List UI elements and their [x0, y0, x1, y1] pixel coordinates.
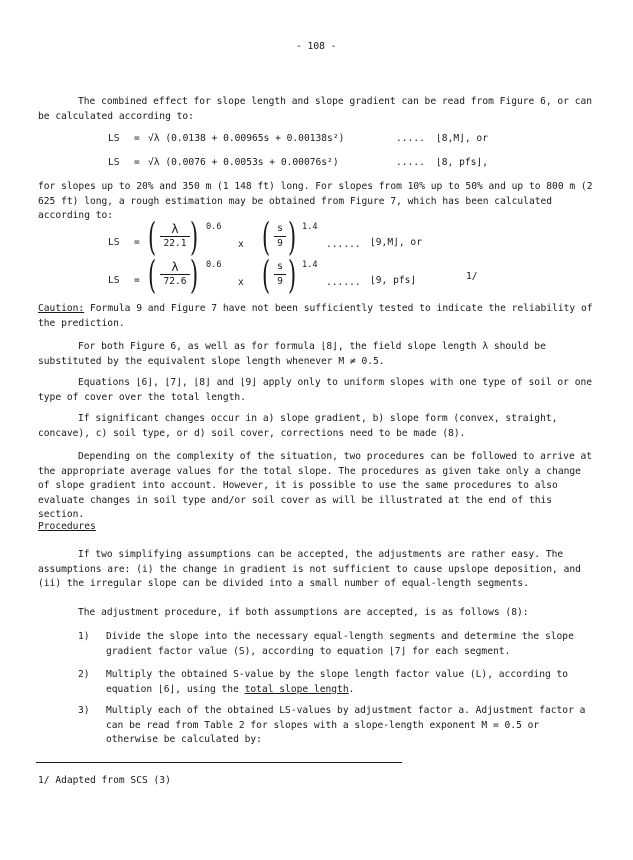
footnote-marker: 1/ [466, 271, 478, 282]
caution-label: Caution: [38, 303, 85, 314]
adjustment-paragraph: The adjustment procedure, if both assumptions are accepted, is as follows (8): [78, 607, 529, 618]
equations-paragraph: Equations ⌊6⌋, ⌊7⌋, ⌊8⌋ and ⌊9⌋ apply only to uniform slopes with one type of soil or one type of cover over the total length. [38, 377, 593, 403]
slopes-paragraph: for slopes up to 20% and 350 m (1 148 ft) long. For slopes from 10% up to 50% and up to 800 m (2 625 ft) long, a rough estimation may be obtained from Figure 7, which has been calculated according to: [38, 181, 593, 221]
complexity-paragraph: Depending on the complexity of the situation, two procedures can be followed to arrive at the appropriate average values for the total slope. The procedures as given take only a change of slope gradient into account. However, it is possible to use the same procedures to also evaluate changes in soil type and/or soil cover as will be illustrated at the end of this section. [38, 451, 593, 520]
document-page: - 108 - The combined effect for slope length and slope gradient can be read from Figure 6, or can be calculated according to: LS = √λ (0.0138 + 0.00965s + 0.00138s²) ..... ⌊8,M⌋, or LS = √λ (0.0076 + 0.0053s + 0.00076s²) ..... ⌊8, pfs⌋, for slopes up to 20% and 350 m (1 148 ft) long. For slopes from 10% up to 50% and up to 800 m (2 625 ft) long, a rough estimation may be obtained from Figure 7, which has been calculated according to: LS = ( λ 22.1 ) 0.6 x ( $\frac{s}{9}$ ) 1.4 ...... ⌊9,M⌋, or LS = ( λ 72.6 ) 0.6 x ( $\frac{s}{9}$ ) 1.4 ...... ⌊9, pfs⌋ 1/ Caution: Formula 9 and Figure 7 have not been sufficiently tested to indicate the reliability of the prediction. For both Figure 6, as well as for formula ⌊8⌋, the field slope length λ should be substituted by the equivalent slope length whenever M ≠ 0.5. Equations ⌊6⌋, ⌊7⌋, ⌊8⌋ and ⌊9⌋ apply only to uniform slopes with one type of soil or one type of cover over the total length. If significant changes occur in a) slope gradient, b) slope form (convex, straight, concave), c) soil type, or d) soil cover, corrections need to be made (8). Depending on the complexity of the situation, two procedures can be followed to arrive at the appropriate average values for the total slope. The procedures as given take only a change of slope gradient into account. However, it is possible to use the same procedures to also evaluate changes in soil type and/or soil cover as will be illustrated at the end of this section. Procedures If two simplifying assumptions can be accepted, the adjustments are rather easy. The assumptions are: (i) the change in gradient is not sufficient to cause upslope deposition, and (ii) the irregular slope can be divided into a small number of equal-length segments. The adjustment procedure, if both assumptions are accepted, is as follows (8): 1) Divide the slope into the necessary equal-length segments and determine the slope gradient factor value (S), according to equation ⌊7⌋ for each segment. 2) Multiply the obtained S-value by the slope length factor value (L), according to equation ⌊6⌋, using the total slope length. 3) Multiply each of the obtained LS-values by adjustment factor a. Adjustment factor a can be read from Table 2 for slopes with a slope-length exponent M = 0.5 or otherwise be calculated by: 1/ Adapted from SCS (3) [0, 0, 633, 860]
procedures-heading: Procedures [38, 521, 96, 532]
footnote: 1/ Adapted from SCS (3) [38, 775, 171, 786]
assumptions-paragraph: If two simplifying assumptions can be accepted, the adjustments are rather easy. The assumptions are: (i) the change in gradient is not sufficient to cause upslope deposition, and (ii) the irregular slope can be divided into a small number of equal-length segments. [38, 549, 581, 589]
figure6-paragraph: For both Figure 6, as well as for formula ⌊8⌋, the field slope length λ should be substituted by the equivalent slope length whenever M ≠ 0.5. [38, 341, 546, 367]
footnote-divider [36, 762, 402, 763]
page-number: - 108 - [296, 41, 337, 52]
total-slope-length-emphasis: total slope length [244, 683, 349, 695]
caution-paragraph: Caution: Formula 9 and Figure 7 have not been sufficiently tested to indicate the reliability of the prediction. [38, 303, 593, 329]
intro-paragraph: The combined effect for slope length and slope gradient can be read from Figure 6, or can be calculated according to: [38, 96, 593, 122]
significant-changes-paragraph: If significant changes occur in a) slope gradient, b) slope form (convex, straight, concave), c) soil type, or d) soil cover, corrections need to be made (8). [38, 413, 558, 439]
